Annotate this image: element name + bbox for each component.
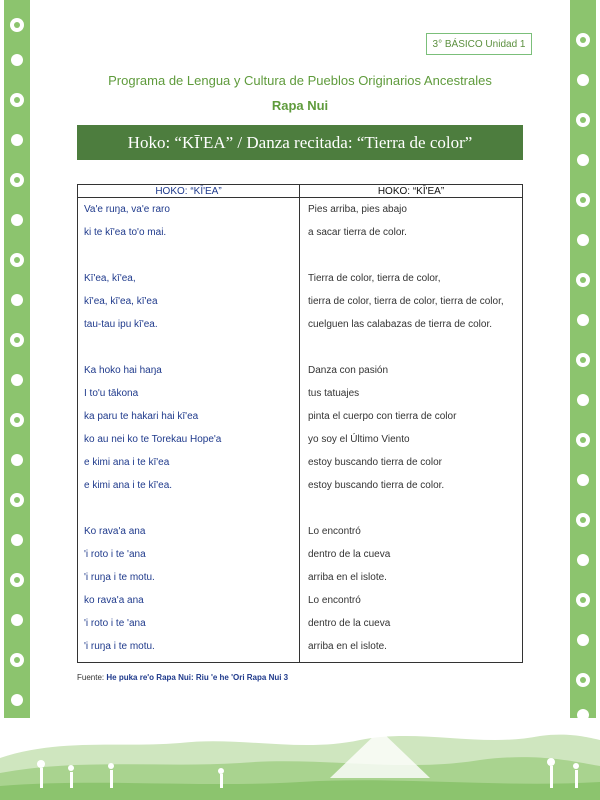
table-row (78, 336, 523, 359)
spanish-line (300, 244, 523, 267)
rapa-nui-line: ko rava'a ana (78, 589, 300, 612)
rapa-nui-line: Ka hoko hai haŋa (78, 359, 300, 382)
table-row (78, 267, 523, 290)
header-spanish: HOKO: “KĪ'EA” (300, 185, 523, 198)
table-row (78, 566, 523, 589)
spanish-line: dentro de la cueva (308, 618, 391, 629)
rapa-nui-line: tau-tau ipu kī'ea. (78, 313, 300, 336)
spanish-line: dentro de la cueva (308, 549, 391, 560)
rapa-nui-line: ko au nei ko te Torekau Hope'a (78, 428, 300, 451)
table-row (78, 543, 523, 566)
table-row (78, 405, 523, 428)
rapa-nui-line: 'i ruŋa i te motu. (78, 635, 300, 663)
spanish-line: arriba en el islote. (308, 641, 387, 652)
table-row (78, 313, 523, 336)
rapa-nui-line: 'i ruŋa i te motu. (78, 566, 300, 589)
activity-banner: Hoko: “KĪ'EA” / Danza recitada: “Tierra de color” (77, 125, 523, 160)
table-header-row (78, 185, 523, 198)
spanish-line: pinta el cuerpo con tierra de color (308, 411, 457, 422)
rapa-nui-line: I to'u tākona (78, 382, 300, 405)
landscape-illustration (0, 718, 600, 800)
rapa-nui-line: 'i roto i te 'ana (78, 543, 300, 566)
rapa-nui-line: Ko rava'a ana (78, 520, 300, 543)
spanish-line: Danza con pasión (308, 365, 389, 376)
spanish-line: tus tatuajes (308, 388, 360, 399)
rapa-nui-line: 'i roto i te 'ana (78, 612, 300, 635)
rapa-nui-line: e kimi ana i te kī'ea. (78, 474, 300, 497)
spanish-line (300, 336, 523, 359)
table-row (78, 451, 523, 474)
poem-table (77, 184, 523, 663)
rapa-nui-line: kī'ea, kī'ea, kī'ea (78, 290, 300, 313)
rapa-nui-line: Va'e ruŋa, va'e raro (78, 198, 300, 222)
table-row (78, 589, 523, 612)
rapa-nui-line (78, 336, 300, 359)
spanish-line: Tierra de color, tierra de color, (308, 273, 441, 284)
rapa-nui-line (78, 244, 300, 267)
spanish-line: Pies arriba, pies abajo (308, 204, 407, 215)
grade-unit-badge: 3° BÁSICO Unidad 1 (426, 33, 532, 55)
spanish-line: estoy buscando tierra de color (308, 457, 442, 468)
source-label: Fuente: (77, 673, 105, 682)
spanish-line: Lo encontró (308, 595, 361, 606)
source-text: He puka re'o Rapa Nui: Riu 'e he 'Ori Rapa Nui 3 (106, 673, 289, 682)
program-title: Programa de Lengua y Cultura de Pueblos Originarios Ancestrales (108, 73, 492, 88)
spanish-line: arriba en el islote. (308, 572, 387, 583)
table-row (78, 612, 523, 635)
table-row (78, 221, 523, 244)
spanish-line: tierra de color, tierra de color, tierra de color, (308, 296, 504, 307)
header-rapa-nui: HOKO: “KĪ'EA” (78, 185, 300, 198)
rapa-nui-line: Kī'ea, kī'ea, (78, 267, 300, 290)
table-row (78, 474, 523, 497)
table-row (78, 198, 523, 222)
table-row (78, 244, 523, 267)
table-row (78, 428, 523, 451)
rapa-nui-line: ki te kī'ea to'o mai. (78, 221, 300, 244)
spanish-line (300, 497, 523, 520)
source-citation (77, 673, 288, 682)
rapa-nui-line (78, 497, 300, 520)
table-row (78, 497, 523, 520)
table-row (78, 635, 523, 663)
rapa-nui-line: e kimi ana i te kī'ea (78, 451, 300, 474)
spanish-line: yo soy el Último Viento (308, 434, 410, 445)
table-row (78, 520, 523, 543)
spanish-line: estoy buscando tierra de color. (308, 480, 445, 491)
poem-body (78, 198, 523, 663)
rapa-nui-line: ka paru te hakari hai kī'ea (78, 405, 300, 428)
table-row (78, 382, 523, 405)
spanish-line: cuelguen las calabazas de tierra de color. (308, 319, 493, 330)
spanish-line: a sacar tierra de color. (308, 227, 407, 238)
language-title: Rapa Nui (271, 98, 329, 113)
table-row (78, 290, 523, 313)
spanish-line: Lo encontró (308, 526, 361, 537)
table-row (78, 359, 523, 382)
